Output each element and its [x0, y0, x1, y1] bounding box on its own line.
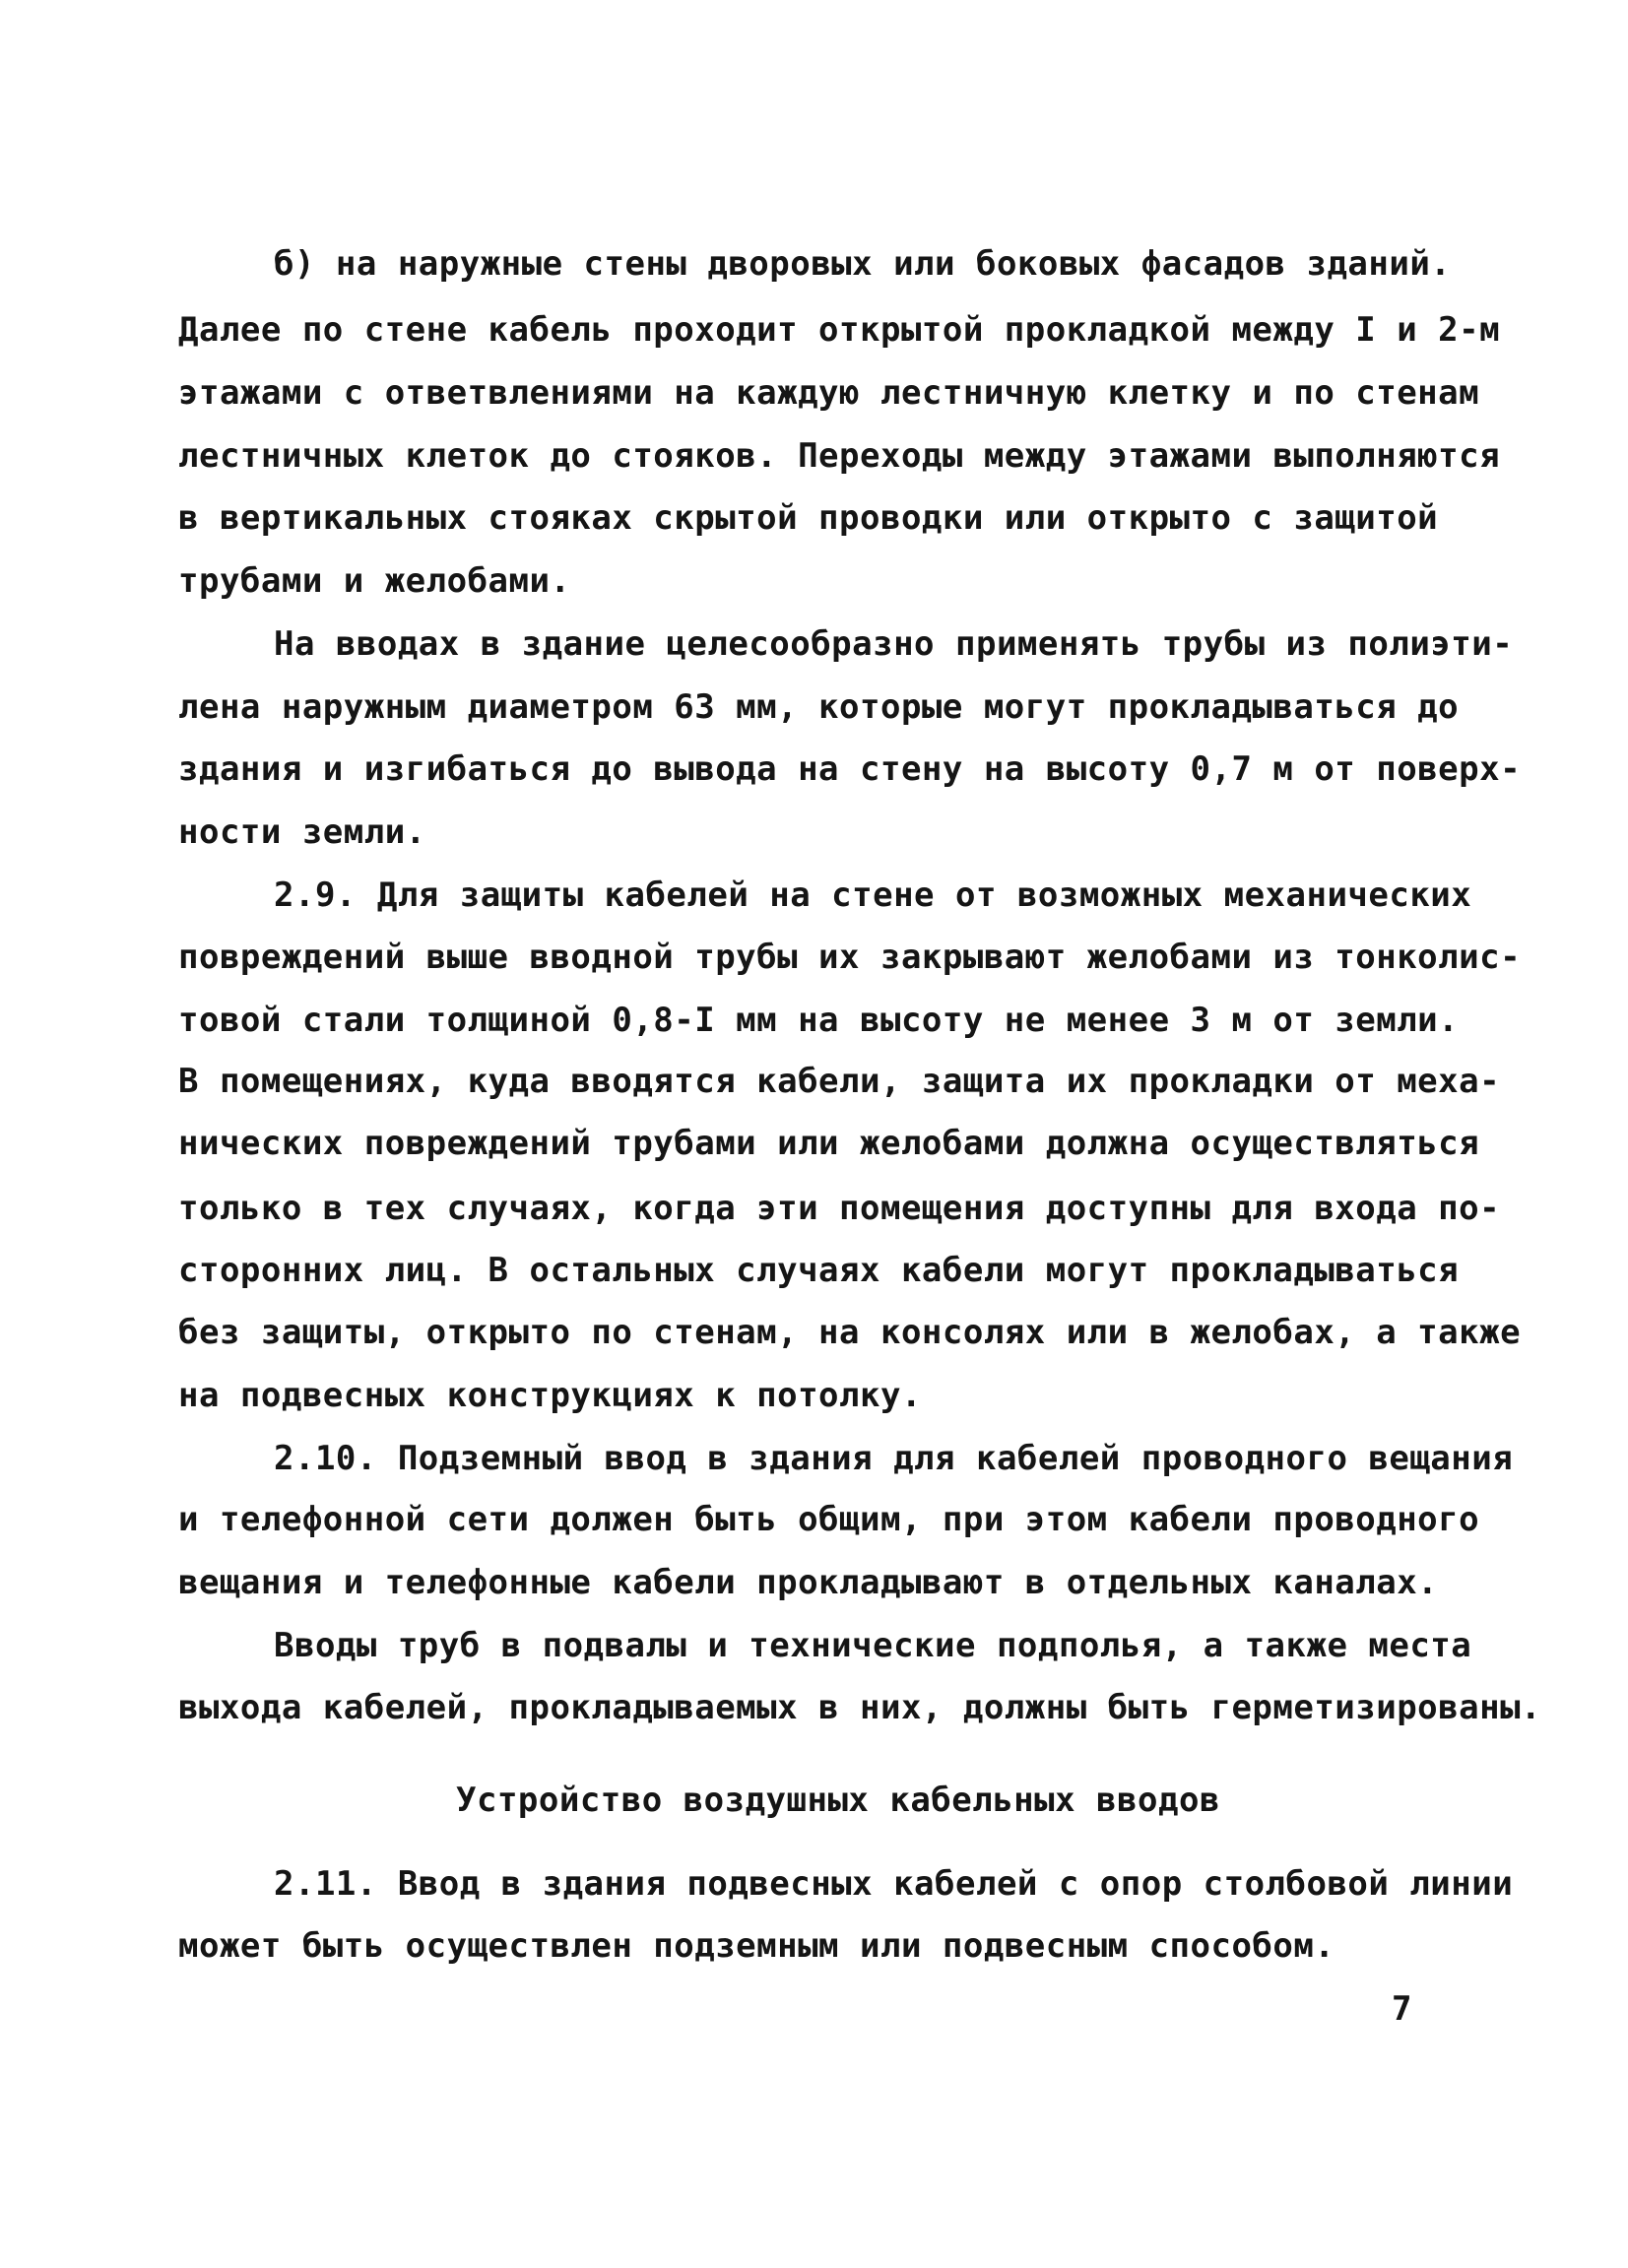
text-line: на подвесных конструкциях к потолку.	[178, 1376, 922, 1415]
text-line: вещания и телефонные кабели прокладывают в отдельных каналах.	[178, 1563, 1439, 1602]
page-number: 7	[1392, 1989, 1412, 2029]
text-line: На вводах в здание целесообразно применять трубы из полиэти-	[274, 624, 1514, 664]
text-line: повреждений выше вводной трубы их закрывают желобами из тонколис-	[178, 938, 1522, 977]
text-line: товой стали толщиной 0,8-I мм на высоту не менее 3 м от земли.	[178, 1001, 1460, 1040]
text-line: и телефонной сети должен быть общим, при этом кабели проводного	[178, 1500, 1480, 1539]
text-line: 2.11. Ввод в здания подвесных кабелей с опор столбовой линии	[274, 1864, 1514, 1904]
text-line: 2.10. Подземный ввод в здания для кабелей проводного вещания	[274, 1439, 1514, 1478]
text-line: этажами с ответвлениями на каждую лестничную клетку и по стенам	[178, 373, 1480, 413]
text-line: лена наружным диаметром 63 мм, которые могут прокладываться до	[178, 687, 1460, 727]
text-line: Вводы труб в подвалы и технические подполья, а также места	[274, 1626, 1472, 1665]
text-line: только в тех случаях, когда эти помещения доступны для входа по-	[178, 1189, 1501, 1228]
text-line: б) на наружные стены дворовых или боковых фасадов зданий.	[274, 244, 1452, 284]
section-heading: Устройство воздушных кабельных вводов	[456, 1781, 1220, 1820]
text-line: нических повреждений трубами или желобами должна осуществляться	[178, 1124, 1480, 1163]
text-line: в вертикальных стояках скрытой проводки или открыто с защитой	[178, 498, 1439, 538]
text-line: ности земли.	[178, 812, 426, 852]
text-line: здания и изгибаться до вывода на стену на высоту 0,7 м от поверх-	[178, 749, 1522, 789]
text-line: Далее по стене кабель проходит открытой прокладкой между I и 2-м	[178, 310, 1501, 350]
text-line: сторонних лиц. В остальных случаях кабели могут прокладываться	[178, 1251, 1460, 1290]
text-line: может быть осуществлен подземным или подвесным способом.	[178, 1926, 1335, 1966]
text-line: лестничных клеток до стояков. Переходы между этажами выполняются	[178, 436, 1501, 476]
text-line: 2.9. Для защиты кабелей на стене от возможных механических	[274, 875, 1472, 915]
text-line: трубами и желобами.	[178, 561, 571, 601]
text-line: без защиты, открыто по стенам, на консолях или в желобах, а также	[178, 1313, 1522, 1352]
text-line: выхода кабелей, прокладываемых в них, должны быть герметизированы.	[178, 1688, 1542, 1727]
text-line: В помещениях, куда вводятся кабели, защита их прокладки от меха-	[178, 1062, 1501, 1101]
